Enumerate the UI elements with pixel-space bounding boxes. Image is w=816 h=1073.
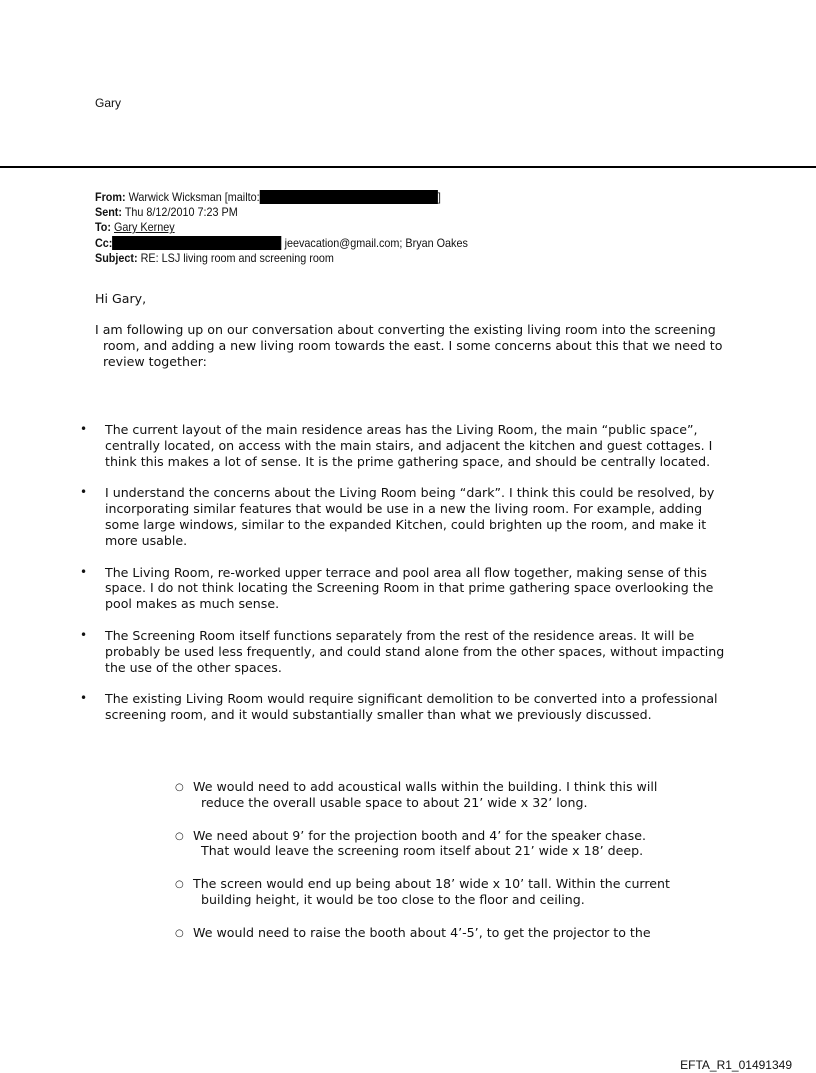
subject-value: RE: LSJ living room and screening room [140,250,334,265]
list-item-text: The existing Living Room would require significant demolition to be converted into a professional screening room, and it would substantially smaller than what we previously discussed. [105,691,718,723]
subject-label: Subject: [95,250,138,265]
bullet-icon: • [80,627,88,642]
sub-item-line1: We would need to add acoustical walls within the building. I think this will [193,779,658,794]
sub-item-line2: building height, it would be too close to the floor and ceiling. [201,891,585,907]
bullet-icon: • [80,564,88,579]
hollow-bullet-icon: ○ [175,830,184,842]
to-value[interactable]: Gary Kerney [113,220,175,235]
to-label: To: [95,220,111,235]
cc-label: Cc: [95,235,113,250]
intro-paragraph: I am following up on our conversation about converting the existing living room into the screening room, and adding a new living room towards the east. I some concerns about this that we need to review together: [95,322,723,369]
cc-value: jeevacation@gmail.com; Bryan Oakes [284,235,468,250]
sender-name: Gary [95,96,122,110]
sub-list-item [175,828,735,860]
sub-item-line1: We would need to raise the booth about 4’-5’, to get the projector to the [193,924,651,940]
hollow-bullet-icon: ○ [175,927,184,939]
list-item-text: The Screening Room itself functions separately from the rest of the residence areas. It will be probably be used less frequently, and could stand alone from the other spaces, without impacting the use of the other spaces. [105,627,725,675]
greeting: Hi Gary, [95,291,147,306]
from-row [95,190,468,205]
sub-item-line1: The screen would end up being about 18’ wide x 10’ tall. Within the current [193,876,670,892]
bullet-icon: • [80,691,88,706]
list-item [80,485,725,548]
from-close: ] [437,190,441,204]
document-id: EFTA_R1_01491349 [680,1058,792,1072]
sub-list-item [175,876,735,908]
list-item-text: The Living Room, re-worked upper terrace and pool area all flow together, making sense of this space. I do not think locating the Screening Room in that prime gathering space overlooking the pool makes as much sense. [105,564,714,612]
list-item [80,422,725,469]
sent-label: Sent: [95,205,122,220]
sub-bullet-list [175,779,735,958]
from-value: Warwick Wicksman [mailto: [128,190,260,204]
sub-item-line2: That would leave the screening room itself about 21’ wide x 18’ deep. [201,843,644,859]
to-row [95,220,468,235]
list-item-text: The current layout of the main residence areas has the Living Room, the main “public space”, centrally located, on access with the main stairs, and adjacent the kitchen and guest cottages. I think this makes a lot of sense. It is the prime gathering space, and should be centrally located. [105,422,713,469]
hollow-bullet-icon: ○ [175,782,184,793]
sub-item-line2: reduce the overall usable space to about 21’ wide x 32’ long. [201,794,588,810]
redaction-bar [112,236,281,250]
sent-value: Thu 8/12/2010 7:23 PM [124,205,238,220]
list-item-text: I understand the concerns about the Living Room being “dark”. I think this could be resolved, by incorporating similar features that would be use in a new the living room. For example, adding some large windows, similar to the expanded Kitchen, could brighten up the room, and make it more usable. [105,485,715,548]
redaction-bar [260,190,438,204]
hollow-bullet-icon: ○ [175,879,184,891]
from-label: From: [95,190,126,204]
list-item [80,565,725,612]
email-headers [95,190,468,266]
bullet-icon: • [80,485,88,500]
sub-list-item [175,925,735,941]
cc-row [95,236,468,251]
bullet-list [80,422,725,739]
list-item [80,628,725,675]
header-divider [0,166,816,168]
sub-item-line1: We need about 9’ for the projection booth and 4’ for the speaker chase. [193,827,646,843]
list-item [80,691,725,723]
sent-row [95,205,468,220]
sub-list-item [175,779,735,811]
subject-row [95,251,468,266]
bullet-icon: • [80,422,88,436]
